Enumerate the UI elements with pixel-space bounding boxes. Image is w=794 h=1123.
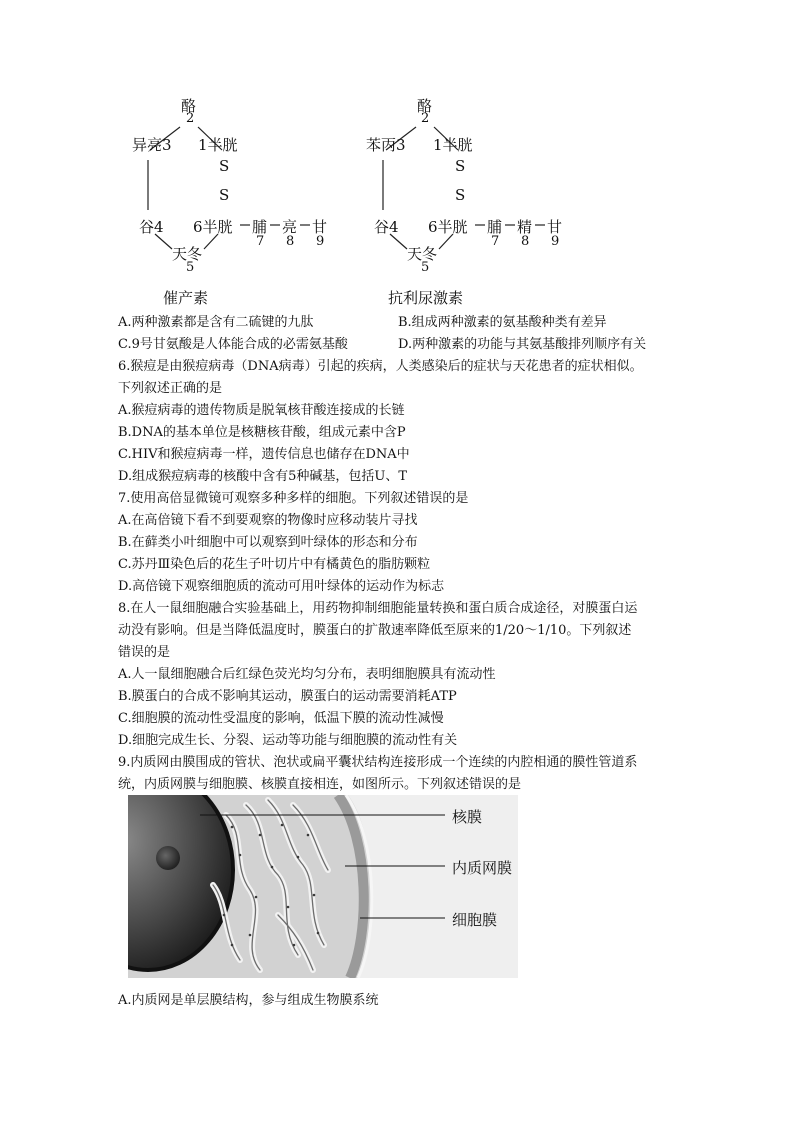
num-9: 9 xyxy=(551,234,560,249)
num-9: 9 xyxy=(316,234,325,249)
q6-option-a: A.猴痘病毒的遗传物质是脱氧核苷酸连接成的长链 xyxy=(118,403,405,418)
cys1-label: 1半胱 xyxy=(433,136,473,154)
pro-label: 脯 xyxy=(252,218,268,236)
q6-option-c: C.HIV和猴痘病毒一样，遗传信息也储存在DNA中 xyxy=(118,447,410,462)
sulfur-2: S xyxy=(219,186,230,204)
gly-label: 甘 xyxy=(547,218,563,236)
q8-stem-line-1: 8.在人一鼠细胞融合实验基础上，用药物抑制细胞能量转换和蛋白质合成途径，对膜蛋白运 xyxy=(118,601,638,616)
q9-stem-line-2: 统，内质网膜与细胞膜、核膜直接相连，如图所示。下列叙述错误的是 xyxy=(118,777,522,792)
q8-stem-line-2: 动没有影响。但是当降低温度时，膜蛋白的扩散速率降低至原来的1/20～1/10。下列叙述 xyxy=(118,623,632,638)
sulfur-1: S xyxy=(219,157,230,175)
gly-label: 甘 xyxy=(312,218,328,236)
num-8: 8 xyxy=(521,234,530,249)
asp-number: 5 xyxy=(421,260,430,275)
num-8: 8 xyxy=(286,234,295,249)
q7-option-d: D.高倍镜下观察细胞质的流动可用叶绿体的运动作为标志 xyxy=(118,579,445,594)
q8-stem-line-3: 错误的是 xyxy=(118,645,171,660)
q6-stem-line-1: 6.猴痘是由猴痘病毒（DNA病毒）引起的疾病，人类感染后的症状与天花患者的症状相似。 xyxy=(118,359,643,374)
q6-stem-line-2: 下列叙述正确的是 xyxy=(118,381,223,396)
q5-option-c: C.9号甘氨酸是人体能合成的必需氨基酸 xyxy=(118,337,348,352)
sulfur-1: S xyxy=(455,157,466,175)
q5-option-d: D.两种激素的功能与其氨基酸排列顺序有关 xyxy=(398,337,647,352)
num-7: 7 xyxy=(256,234,265,249)
glu-label: 谷4 xyxy=(374,218,399,236)
q8-option-d: D.细胞完成生长、分裂、运动等功能与细胞膜的流动性有关 xyxy=(118,733,458,748)
q8-option-a: A.人一鼠细胞融合后红绿色荧光均匀分布，表明细胞膜具有流动性 xyxy=(118,667,496,682)
q5-option-a: A.两种激素都是含有二硫键的九肽 xyxy=(118,315,314,330)
arg-label: 精 xyxy=(517,218,533,236)
q7-stem: 7.使用高倍显微镜可观察多种多样的细胞。下列叙述错误的是 xyxy=(118,491,469,506)
cys1-label: 1半胱 xyxy=(198,136,238,154)
tyr-number: 2 xyxy=(186,111,195,126)
cys6-label: 6半胱 xyxy=(428,218,468,236)
phe-label: 苯丙3 xyxy=(366,136,406,154)
q9-stem-line-1: 9.内质网由膜围成的管状、泡状或扁平囊状结构连接形成一个连续的内腔相通的膜性管道系 xyxy=(118,755,638,770)
asp-number: 5 xyxy=(186,260,195,275)
asp-label: 天冬 xyxy=(172,245,203,263)
cys6-label: 6半胱 xyxy=(193,218,233,236)
pro-label: 脯 xyxy=(487,218,503,236)
q7-option-b: B.在藓类小叶细胞中可以观察到叶绿体的形态和分布 xyxy=(118,535,418,550)
label-nuclear-membrane: 核膜 xyxy=(452,808,483,826)
q6-option-b: B.DNA的基本单位是核糖核苷酸，组成元素中含P xyxy=(118,425,406,440)
sulfur-2: S xyxy=(455,186,466,204)
q8-option-b: B.膜蛋白的合成不影响其运动，膜蛋白的运动需要消耗ATP xyxy=(118,689,457,704)
oxytocin-caption: 催产素 xyxy=(163,289,209,307)
q5-option-b: B.组成两种激素的氨基酸种类有差异 xyxy=(398,315,607,330)
tyr-number: 2 xyxy=(421,111,430,126)
q6-option-d: D.组成猴痘病毒的核酸中含有5种碱基，包括U、T xyxy=(118,469,407,484)
leu-label: 亮 xyxy=(282,218,298,236)
glu-label: 谷4 xyxy=(139,218,164,236)
tyr-label: 酪 xyxy=(417,97,433,115)
q9-option-a: A.内质网是单层膜结构，参与组成生物膜系统 xyxy=(118,993,379,1008)
label-cell-membrane: 细胞膜 xyxy=(452,911,498,929)
q7-option-c: C.苏丹Ⅲ染色后的花生子叶切片中有橘黄色的脂肪颗粒 xyxy=(118,557,431,572)
label-er-membrane: 内质网膜 xyxy=(452,859,513,877)
q8-option-c: C.细胞膜的流动性受温度的影响，低温下膜的流动性减慢 xyxy=(118,711,444,726)
q7-option-a: A.在高倍镜下看不到要观察的物像时应移动装片寻找 xyxy=(118,513,418,528)
num-7: 7 xyxy=(491,234,500,249)
tyr-label: 酪 xyxy=(181,97,197,115)
asp-label: 天冬 xyxy=(407,245,438,263)
ile-label: 异亮3 xyxy=(132,136,172,154)
adh-caption: 抗利尿激素 xyxy=(388,289,464,307)
